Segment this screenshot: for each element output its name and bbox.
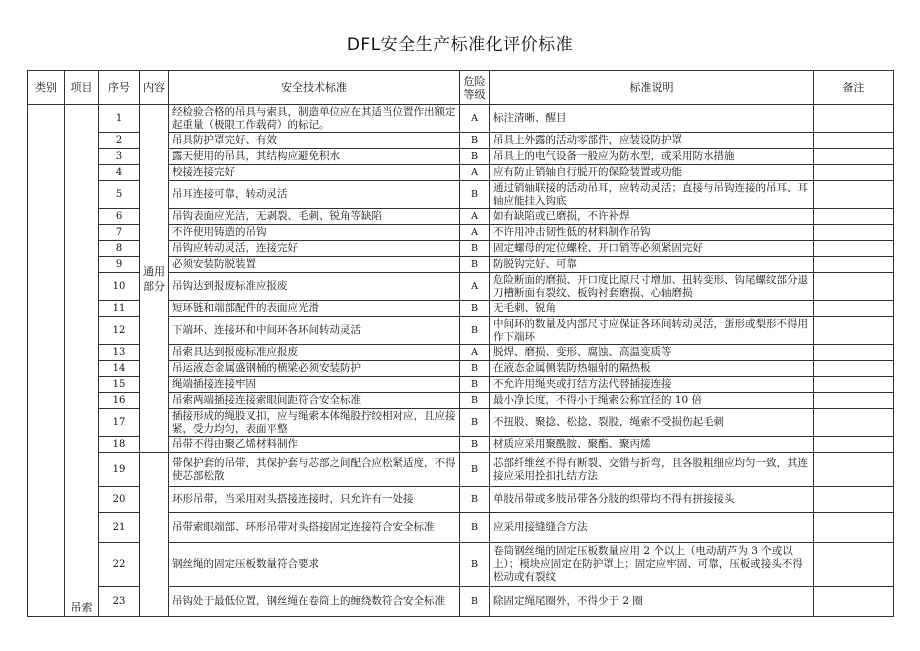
- hazard-level-cell: B: [460, 361, 490, 377]
- standard-cell: 露天使用的吊具，其结构应避免积水: [169, 149, 460, 165]
- remark-cell: [814, 273, 894, 301]
- explanation-cell: 单肢吊带或多肢吊带各分肢的织带均不得有拼接接头: [490, 487, 814, 513]
- explanation-cell: 不许用冲击韧性低的材料制作吊钩: [490, 225, 814, 241]
- table-row: [28, 453, 894, 487]
- explanation-cell: 应采用接缝缝合方法: [490, 513, 814, 543]
- hazard-level-cell: B: [460, 133, 490, 149]
- explanation-cell: 卷筒钢丝绳的固定压板数量应用 2 个以上（电动葫芦为 3 个或以上）；模块应固定在防护罩上；固定应牢固、可靠，压板或接头不得松动或有裂纹: [490, 543, 814, 587]
- standard-cell: 吊钩应转动灵活，连接完好: [169, 241, 460, 257]
- header-standard: 安全技术标准: [169, 71, 460, 105]
- header-row: [28, 71, 894, 105]
- row-number: 10: [99, 273, 140, 301]
- row-number: 23: [99, 587, 140, 617]
- row-number: 22: [99, 543, 140, 587]
- standard-cell: 校接连接完好: [169, 165, 460, 181]
- standard-cell: 吊索具达到报废标准应报废: [169, 345, 460, 361]
- remark-cell: [814, 317, 894, 345]
- explanation-cell: 最小净长度，不得小于绳索公称宜径的 10 倍: [490, 393, 814, 409]
- hazard-level-cell: B: [460, 181, 490, 209]
- explanation-cell: 无毛刺、锐角: [490, 301, 814, 317]
- remark-cell: [814, 587, 894, 617]
- row-number: 8: [99, 241, 140, 257]
- row-number: 2: [99, 133, 140, 149]
- row-number: 1: [99, 105, 140, 133]
- remark-cell: [814, 149, 894, 165]
- standard-cell: 吊钩处于最低位置，钢丝绳在卷筒上的缠绕数符合安全标准: [169, 587, 460, 617]
- explanation-cell: 通过销轴联接的活动吊耳，应转动灵活；直接与吊钩连接的吊耳、耳轴应能挂入钩底: [490, 181, 814, 209]
- hazard-level-cell: A: [460, 105, 490, 133]
- standard-cell: 必须安装防脱装置: [169, 257, 460, 273]
- remark-cell: [814, 543, 894, 587]
- remark-cell: [814, 361, 894, 377]
- explanation-cell: 在液态金属侧装防热辐射的隔热板: [490, 361, 814, 377]
- explanation-cell: 中间环的数量及内部尺寸应保证各环间转动灵活，蛋形或梨形不得用作下端环: [490, 317, 814, 345]
- item-sling-cell: 吊索: [65, 105, 99, 617]
- row-number: 18: [99, 437, 140, 453]
- standard-cell: 环形吊带，当采用对头搭接连接时，只允许有一处接: [169, 487, 460, 513]
- header-item: 项目: [65, 71, 99, 105]
- explanation-cell: 材质应采用聚酰胺、聚酯、聚丙烯: [490, 437, 814, 453]
- hazard-level-cell: B: [460, 377, 490, 393]
- explanation-cell: 吊具上的电气设备一般应为防水型，或采用防水措施: [490, 149, 814, 165]
- row-number: 12: [99, 317, 140, 345]
- category-cell: [28, 105, 65, 617]
- standard-cell: 吊钩表面应光洁，无剥裂、毛刺、锐角等缺陷: [169, 209, 460, 225]
- explanation-cell: 不允许用绳夹或打结方法代替插接连接: [490, 377, 814, 393]
- hazard-level-cell: B: [460, 149, 490, 165]
- explanation-cell: 脱焊、磨损、变形、腐蚀、高温变质等: [490, 345, 814, 361]
- header-seq: 序号: [99, 71, 140, 105]
- standard-cell: 吊耳连接可靠，转动灵活: [169, 181, 460, 209]
- hazard-level-cell: B: [460, 393, 490, 409]
- row-number: 4: [99, 165, 140, 181]
- standard-cell: 吊运液态金属盛钢桶的横梁必须安装防护: [169, 361, 460, 377]
- content-general-cell: 通用部分: [140, 105, 169, 453]
- row-number: 9: [99, 257, 140, 273]
- explanation-cell: 不扭股、聚捻、松捻、裂股，绳索不受损伤起毛刺: [490, 409, 814, 437]
- row-number: 20: [99, 487, 140, 513]
- remark-cell: [814, 453, 894, 487]
- hazard-level-cell: B: [460, 487, 490, 513]
- remark-cell: [814, 487, 894, 513]
- row-number: 3: [99, 149, 140, 165]
- hazard-level-cell: B: [460, 587, 490, 617]
- explanation-cell: 吊具上外露的活动零部件，应装设防护罩: [490, 133, 814, 149]
- explanation-cell: 芯部纤维丝不得有断裂、交错与折弯，且各股粗细应均匀一致，其连接应采用拴扣扎结方法: [490, 453, 814, 487]
- header-level: 危险等级: [460, 71, 490, 105]
- hazard-level-cell: B: [460, 301, 490, 317]
- standard-cell: 下端环、连接环和中间环各环间转动灵活: [169, 317, 460, 345]
- row-number: 5: [99, 181, 140, 209]
- standard-cell: 不许使用铸造的吊钩: [169, 225, 460, 241]
- remark-cell: [814, 377, 894, 393]
- table-row: [28, 105, 894, 133]
- remark-cell: [814, 301, 894, 317]
- header-content: 内容: [140, 71, 169, 105]
- remark-cell: [814, 345, 894, 361]
- hazard-level-cell: A: [460, 165, 490, 181]
- remark-cell: [814, 513, 894, 543]
- remark-cell: [814, 165, 894, 181]
- remark-cell: [814, 105, 894, 133]
- hazard-level-cell: B: [460, 257, 490, 273]
- standard-cell: 带保护套的吊带，其保护套与芯部之间配合应松紧适度，不得使芯部松散: [169, 453, 460, 487]
- standard-cell: 吊索两端插接连接索眼间距符合安全标准: [169, 393, 460, 409]
- explanation-cell: 防脱钩完好、可靠: [490, 257, 814, 273]
- explanation-cell: 应有防止销轴自行脱开的保险装置或功能: [490, 165, 814, 181]
- hazard-level-cell: B: [460, 543, 490, 587]
- standard-cell: 吊带不得由聚乙烯材料制作: [169, 437, 460, 453]
- standard-cell: 钢丝绳的固定压板数量符合要求: [169, 543, 460, 587]
- hazard-level-cell: B: [460, 317, 490, 345]
- row-number: 17: [99, 409, 140, 437]
- hazard-level-cell: A: [460, 273, 490, 301]
- explanation-cell: 危险断面的磨损、开口度比原尺寸增加、扭转变形、钩尾螺纹部分退刀槽断面有裂纹、板钩衬套磨损、心轴磨损: [490, 273, 814, 301]
- standard-cell: 经检验合格的吊具与索具，制造单位应在其适当位置作出额定起重量（极限工作载荷）的标记。: [169, 105, 460, 133]
- hazard-level-cell: A: [460, 209, 490, 225]
- remark-cell: [814, 393, 894, 409]
- hazard-level-cell: A: [460, 225, 490, 241]
- explanation-cell: 标注清晰、醒目: [490, 105, 814, 133]
- header-category: 类别: [28, 71, 65, 105]
- hazard-level-cell: B: [460, 453, 490, 487]
- remark-cell: [814, 225, 894, 241]
- remark-cell: [814, 133, 894, 149]
- explanation-cell: 如有缺陷或已磨损，不许补焊: [490, 209, 814, 225]
- explanation-cell: 固定螺母的定位螺栓、开口销等必须紧固完好: [490, 241, 814, 257]
- row-number: 15: [99, 377, 140, 393]
- hazard-level-cell: B: [460, 241, 490, 257]
- standards-table: [27, 70, 894, 617]
- remark-cell: [814, 181, 894, 209]
- remark-cell: [814, 209, 894, 225]
- header-remark: 备注: [814, 71, 894, 105]
- hazard-level-cell: B: [460, 409, 490, 437]
- hazard-level-cell: B: [460, 437, 490, 453]
- standard-cell: 吊具防护罩完好、有效: [169, 133, 460, 149]
- header-explain: 标准说明: [490, 71, 814, 105]
- hazard-level-cell: A: [460, 345, 490, 361]
- row-number: 11: [99, 301, 140, 317]
- row-number: 14: [99, 361, 140, 377]
- standard-cell: 吊钩达到报废标准应报废: [169, 273, 460, 301]
- standard-cell: 短环链和端部配件的表面应光滑: [169, 301, 460, 317]
- remark-cell: [814, 437, 894, 453]
- row-number: 7: [99, 225, 140, 241]
- hazard-level-cell: B: [460, 513, 490, 543]
- row-number: 13: [99, 345, 140, 361]
- remark-cell: [814, 241, 894, 257]
- row-number: 21: [99, 513, 140, 543]
- standard-cell: 绳端插接连接牢固: [169, 377, 460, 393]
- row-number: 16: [99, 393, 140, 409]
- content-cell: [140, 453, 169, 617]
- row-number: 6: [99, 209, 140, 225]
- row-number: 19: [99, 453, 140, 487]
- standard-cell: 吊带索眼端部、环形吊带对头搭接固定连接符合安全标准: [169, 513, 460, 543]
- explanation-cell: 除固定绳尾圈外，不得少于 2 圈: [490, 587, 814, 617]
- document-title: DFL安全生产标准化评价标准: [346, 35, 574, 55]
- remark-cell: [814, 257, 894, 273]
- remark-cell: [814, 409, 894, 437]
- standard-cell: 插接形成的绳股叉扣，应与绳索本体绳股拧绞相对应，且应接紧，受力均匀，表面平整: [169, 409, 460, 437]
